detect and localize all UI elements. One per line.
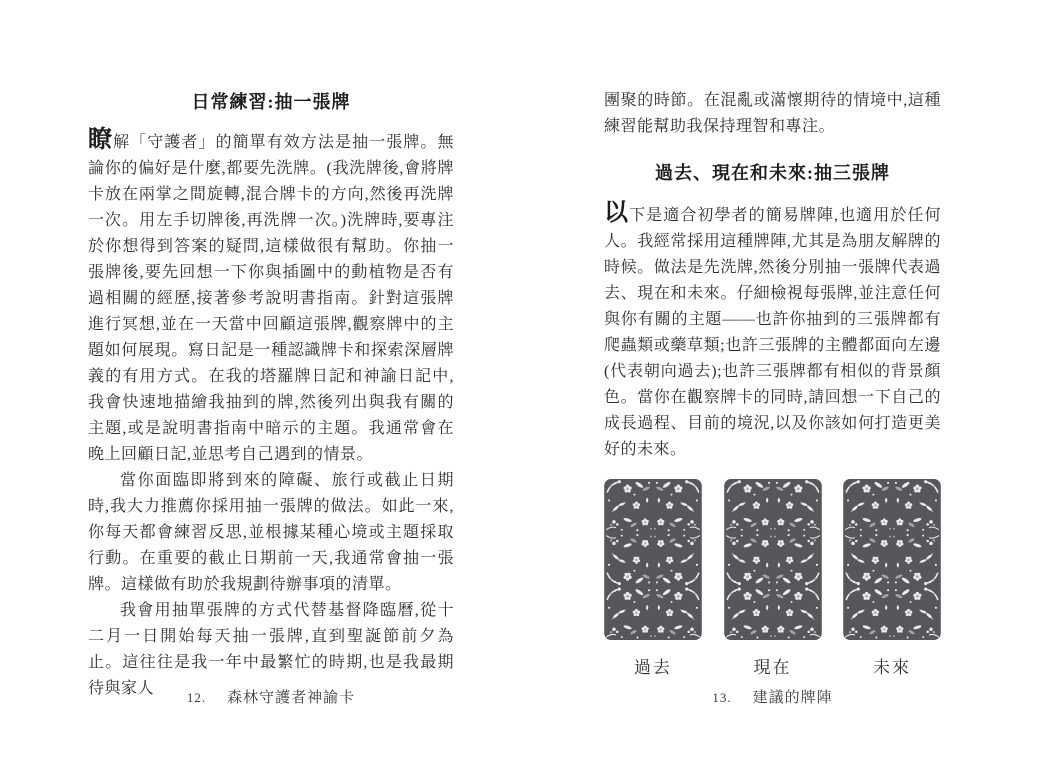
card-back-illustration [604,479,702,640]
card-future [843,479,941,678]
three-card-spread-row [604,479,941,678]
paragraph-daily-2: 當你面臨即將到來的障礙、旅行或截止日期時,我大力推薦你採用抽一張牌的做法。如此一來,你每天都會練習反思,並根據某種心境或主題採取行動。在重要的截止日期前一天,我通常會抽一張牌。這樣做有助於我規劃待辦事項的清單。 [88,472,454,593]
section-heading-daily-practice: 日常練習:抽一張牌 [191,92,351,112]
page-number-left: 12. [186,690,207,705]
page-right [604,88,941,678]
section-heading-three-card-spread: 過去、現在和未來:抽三張牌 [655,163,890,183]
paragraph-text: 下是適合初學者的簡易牌陣,也適用於任何人。我經常採用這種牌陣,尤其是為朋友解牌的時候。做法是先洗牌,然後分別抽一張牌代表過去、現在和未來。仔細檢視每張牌,並注意任何與你有關的主題——也許你抽到的三張牌都有爬蟲類或藥草類;也許三張牌的主體都面向左邊(代表朝向過去);也許三張牌都有相似的背景顏色。當你在觀察牌卡的同時,請回想一下自己的成長過程、目前的境況,以及你該如何打造更美好的未來。 [604,207,941,458]
running-title-left: 森林守護者神諭卡 [227,690,356,706]
card-label-present: 現在 [753,658,792,677]
paragraph-spread [604,201,941,463]
paragraph-text: 解「守護者」的簡單有效方法是抽一張牌。無論你的偏好是什麼,都要先洗牌。(我洗牌後,會將牌卡放在兩掌之間旋轉,混合牌卡的方向,然後再洗牌一次。用左手切牌後,再洗牌一次。)洗牌時,要專注於你想得到答案的疑問,這樣做很有幫助。你抽一張牌後,要先回想一下你與插圖中的動植物是否有過相關的經歷,接著參考說明書指南。針對這張牌進行冥想,並在一天當中回顧這張牌,觀察牌中的主題如何展現。寫日記是一種認識牌卡和探索深層牌義的有用方式。在我的塔羅牌日記和神諭日記中,我會快速地描繪我抽到的牌,然後列出與我有關的主題,或是說明書指南中暗示的主題。我通常會在晚上回顧日記,並思考自己遇到的情景。 [88,134,454,463]
card-label-past: 過去 [634,658,672,677]
card-back-illustration [843,479,941,640]
running-title-right: 建議的牌陣 [752,690,833,706]
page-left [88,90,454,702]
dropcap-initial: 瞭 [88,127,114,153]
dropcap-initial: 以 [604,200,630,226]
paragraph-continuation: 團聚的時節。在混亂或滿懷期待的情境中,這種練習能幫助我保持理智和專注。 [604,92,941,135]
card-past [604,479,702,678]
paragraph-daily-1 [88,128,454,468]
right-page-footer [604,686,941,707]
card-label-future: 未來 [873,658,911,677]
left-page-footer [88,686,454,707]
page-number-right: 13. [712,690,732,705]
paragraph-daily-3: 我會用抽單張牌的方式代替基督降臨曆,從十二月一日開始每天抽一張牌,直到聖誕節前夕為止。這往往是我一年中最繁忙的時期,也是我最期待與家人 [88,602,454,697]
card-back-illustration [724,479,822,640]
card-present [724,479,822,678]
